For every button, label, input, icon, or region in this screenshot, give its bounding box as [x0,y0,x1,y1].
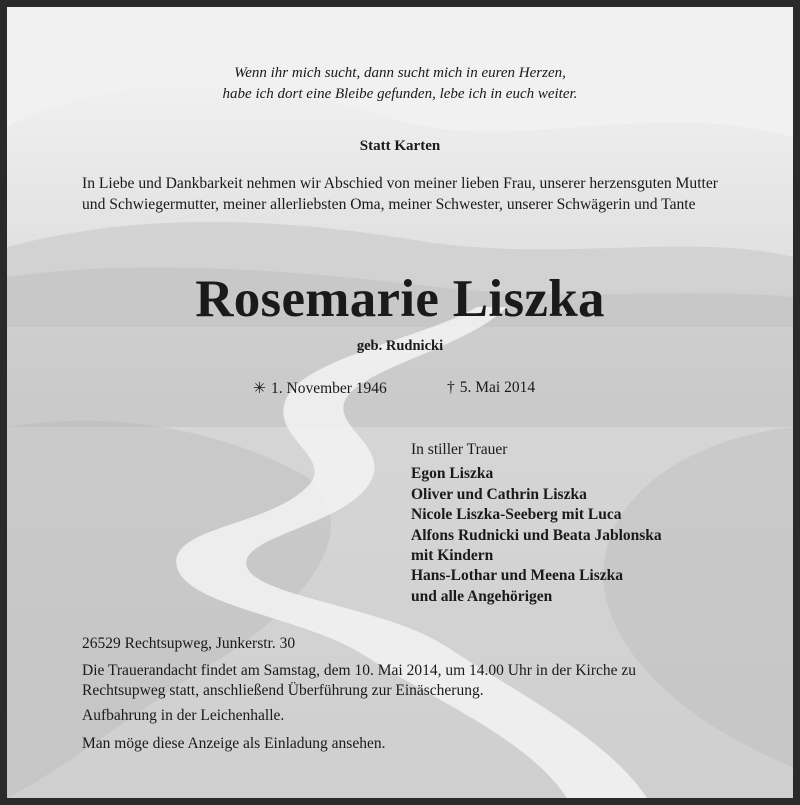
mourners-heading: In stiller Trauer [411,441,508,458]
family-address: 26529 Rechtsupweg, Junkerstr. 30 [82,635,296,652]
mourners-list [411,464,662,607]
mourner-name: Oliver und Cathrin Liszka [411,485,587,503]
intro-text: In Liebe und Dankbarkeit nehmen wir Abschied von meiner lieben Frau, unserer herzensguten Mutter und Schwiegermutter, meiner allerliebsten Oma, meiner Schwester, unserer Schwägerin und Tante [82,175,718,213]
death-date: 5. Mai 2014 [459,379,536,396]
deceased-name: Rosemarie Liszka [195,270,605,328]
mourner-name: Hans-Lothar und Meena Liszka [411,567,624,585]
mourner-name: Egon Liszka [411,465,494,483]
motto-line-1: Wenn ihr mich sucht, dann sucht mich in euren Herzen, [234,65,566,81]
statt-karten-heading: Statt Karten [359,138,441,154]
birth-date-line [253,379,387,398]
birth-date: 1. November 1946 [271,380,387,397]
mourner-name: und alle Angehörigen [411,587,553,605]
mourner-name: Alfons Rudnicki und Beata Jablonska [411,526,662,544]
motto-line-2: habe ich dort eine Bleibe gefunden, lebe ich in euch weiter. [222,86,578,102]
laying-out-info: Aufbahrung in der Leichenhalle. [82,707,285,724]
maiden-name: geb. Rudnicki [356,338,444,354]
birth-star-icon: ✳ [253,380,266,397]
invitation-note: Man möge diese Anzeige als Einladung ansehen. [82,735,386,752]
mourner-name: Nicole Liszka-Seeberg mit Luca [411,506,622,524]
mourner-name: mit Kindern [411,547,494,565]
motto [7,63,793,105]
notice-content [7,7,793,798]
death-cross-icon: † [447,379,455,396]
service-info: Die Trauerandacht findet am Samstag, dem 10. Mai 2014, um 14.00 Uhr in der Kirche zu Rechtsupweg statt, anschließend Überführung zur Einäscherung. [82,662,637,699]
mourners-block [411,440,662,607]
death-date-line [447,379,535,397]
